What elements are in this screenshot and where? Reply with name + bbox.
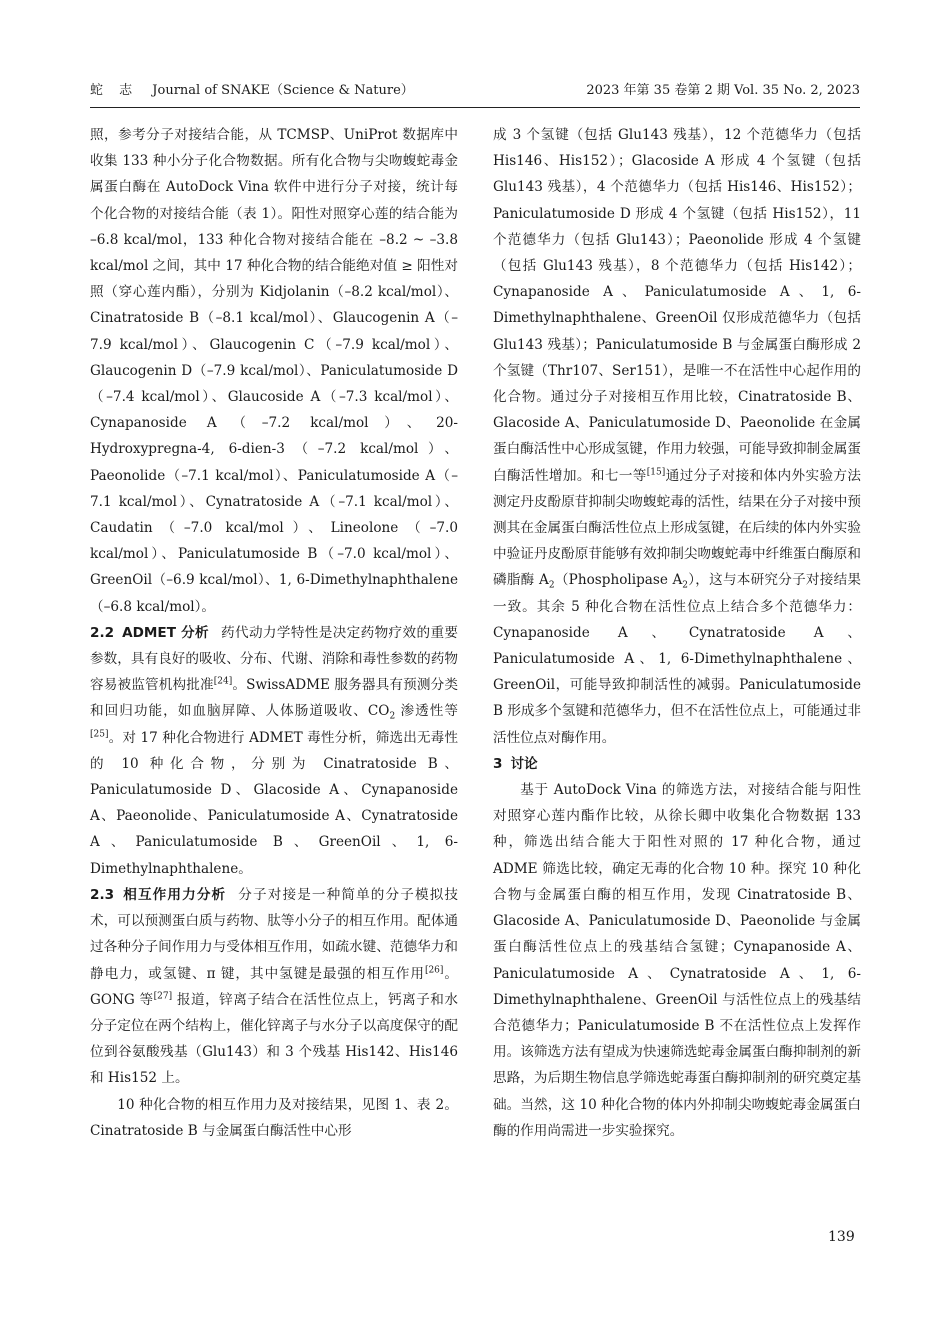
- section-3-heading: [493, 751, 861, 777]
- section-3-number: 3: [493, 755, 503, 772]
- paragraph-interaction-intro: 10 种化合物的相互作用力及对接结果，见图 1、表 2。Cinatratoside B 与金属蛋白酶活性中心形: [90, 1096, 458, 1139]
- left-column: [90, 122, 458, 1144]
- subscript-a2-second: 2: [682, 581, 689, 592]
- paragraph-discussion: 基于 AutoDock Vina 的筛选方法，对接结合能与阳性对照穿心莲内酯作比较，从徐长卿中收集化合物数据 133 种，筛选出结合能大于阳性对照的 17 种化合物，通过 ADME 筛选比较，确定无毒的化合物 10 种。探究 10 种化合物与金属蛋白酶的相互作用，发现 Cinatratoside B、Glacoside A、Paniculatumoside D、Paeonolide 与金属蛋白酶活性位点上的残基结合氢键；Cynapanoside A、Paniculatumoside A、Cynatratoside A、1, 6-Dimethylnaphthalene、GreenOil 与活性位点上的残基结合范德华力；Paniculatumoside B 不在活性位点上发挥作用。该筛选方法有望成为快速筛选蛇毒金属蛋白酶抑制剂的新思路，为后期生物信息学筛选蛇毒蛋白酶抑制剂的研究奠定基础。当然，这 10 种化合物的体内外抑制尖吻蝮蛇毒金属蛋白酶的作用尚需进一步实验探究。: [493, 782, 861, 1139]
- right-column: [493, 122, 861, 1144]
- citation-26: [26]: [424, 964, 444, 975]
- running-header: [90, 82, 860, 104]
- section-2-2-text-c: 渗透性等: [395, 703, 458, 720]
- section-2-2-text-b: 。SwissADME 服务器具有预测分类和回归功能，如血脑屏障、人体肠道吸收、CO: [90, 677, 458, 720]
- paragraph-interaction-results: [493, 122, 861, 751]
- citation-25: [25]: [90, 729, 109, 740]
- section-2-3-title: 相互作用力分析: [122, 886, 227, 903]
- journal-name-cn: 蛇 志: [90, 83, 139, 98]
- interaction-text-a: 成 3 个氢键（包括 Glu143 残基），12 个范德华力（包括 His146、His152）；Glacoside A 形成 4 个氢键（包括 Glu143 残基），4 个范德华力（包括 His146、His152）；Paniculatumoside D 形成 4 个氢键（包括 His152），11 个范德华力（包括 Glu143）；Paeonolide 形成 4 个氢键（包括 Glu143 残基），8 个范德华力（包括 His142）；Cynapanoside A、Paniculatumoside A、1, 6-Dimethylnaphthalene、GreenOil 仅形成范德华力（包括 Glu143 残基）；Paniculatumoside B 与金属蛋白酶形成 2 个氢键（Thr107、Ser151），是唯一不在活性中心起作用的化合物。通过分子对接相互作用比较，Cinatratoside B、Glacoside A、Paniculatumoside D、Paeonolide 在金属蛋白酶活性中心形成氢键，作用力较强，可能导致抑制金属蛋白酶活性增加。和七一等: [493, 127, 861, 484]
- section-2-2-title: ADMET 分析: [122, 624, 210, 641]
- subscript-co2: 2: [389, 712, 396, 723]
- interaction-text-b: 通过分子对接和体内外实验方法测定丹皮酚原苷抑制尖吻蝮蛇毒的活性，结果在分子对接中预测其在金属蛋白酶活性位点上形成氢键，在后续的体内外实验中验证丹皮酚原苷能够有效抑制尖吻蝮蛇毒中纤维蛋白酶原和磷脂酶 A: [493, 467, 862, 589]
- section-2-3-number: 2.3: [90, 886, 115, 903]
- page-number: 139: [828, 1229, 855, 1245]
- section-2-2-text-d: 。对 17 种化合物进行 ADMET 毒性分析，筛选出无毒性的 10 种化合物，分别为 Cinatratoside B、Paniculatumoside D、Glacoside A、Cynapanoside A、Paeonolide、Paniculatumoside A、Cynatratoside A、Paniculatumoside B、GreenOil、1, 6-Dimethylnaphthalene。: [90, 729, 458, 877]
- section-2-3-text-a: 分子对接是一种简单的分子模拟技术，可以预测蛋白质与药物、肽等小分子的相互作用。配体通过各种分子间作用力与受体相互作用，如疏水键、范德华力和静电力，或氢键、π 键，其中氢键是最强的相互作用: [90, 886, 459, 982]
- section-2-3-text-c: 报道，锌离子结合在活性位点上，钙离子和水分子定位在两个结构上，催化锌离子与水分子以高度保守的配位到谷氨酸残基（Glu143）和 3 个残基 His142、His146 和 His152 上。: [90, 991, 458, 1087]
- interaction-text-d: ），这与本研究分子对接结果一致。其余 5 种化合物在活性位点上结合多个范德华力：Cynapanoside A、Cynatratoside A、Paniculatumoside A、1, 6-Dimethylnaphthalene、GreenOil，可能导致抑制活性的减弱。Paniculatumoside B 形成多个氢键和范德华力，但不在活性位点上，可能通过非活性位点对酶作用。: [493, 572, 862, 746]
- journal-name-en: Journal of SNAKE（Science & Nature）: [152, 83, 414, 98]
- citation-24: [24]: [213, 676, 233, 687]
- header-rule: [90, 107, 860, 108]
- header-journal: [90, 82, 414, 100]
- section-2-2-text-a: 药代动力学特性是决定药物疗效的重要参数，具有良好的吸收、分布、代谢、消除和毒性参数的药物容易被监管机构批准: [90, 624, 459, 694]
- section-2-3: [90, 882, 458, 1092]
- section-2-2: [90, 620, 458, 882]
- issue-info: 2023 年第 35 卷第 2 期 Vol. 35 No. 2, 2023: [586, 83, 860, 98]
- subscript-a2-first: 2: [548, 581, 555, 592]
- citation-27: [27]: [153, 991, 173, 1002]
- section-3-title: 讨论: [510, 755, 538, 772]
- paragraph-docking-results: 照，参考分子对接结合能，从 TCMSP、UniProt 数据库中收集 133 种小分子化合物数据。所有化合物与尖吻蝮蛇毒金属蛋白酶在 AutoDock Vina 软件中进行分子对接，统计每个化合物的对接结合能（表 1）。阳性对照穿心莲的结合能为 –6.8 kcal/mol，133 种化合物对接结合能在 –8.2 ~ –3.8 kcal/mol 之间，其中 17 种化合物的结合能绝对值 ≥ 阳性对照（穿心莲内酯），分别为 Kidjolanin（–8.2 kcal/mol）、Cinatratoside B（–8.1 kcal/mol）、Glaucogenin A（–7.9 kcal/mol）、Glaucogenin C（–7.9 kcal/mol）、Glaucogenin D（–7.9 kcal/mol）、Paniculatumoside D（–7.4 kcal/mol）、Glaucoside A（–7.3 kcal/mol）、Cynapanoside A（–7.2 kcal/mol）、20-Hydroxypregna-4, 6-dien-3（–7.2 kcal/mol）、Paeonolide（–7.1 kcal/mol）、Paniculatumoside A（–7.1 kcal/mol）、Cynatratoside A（–7.1 kcal/mol）、Caudatin（–7.0 kcal/mol）、Lineolone（–7.0 kcal/mol）、Paniculatumoside B（–7.0 kcal/mol）、GreenOil（–6.9 kcal/mol）、1, 6-Dimethylnaphthalene（–6.8 kcal/mol）。: [90, 127, 458, 615]
- section-2-2-number: 2.2: [90, 624, 115, 641]
- interaction-text-c: （Phospholipase A: [554, 572, 683, 589]
- section-2-3-text-b: 。GONG 等: [90, 965, 458, 1008]
- citation-15: [15]: [646, 467, 666, 478]
